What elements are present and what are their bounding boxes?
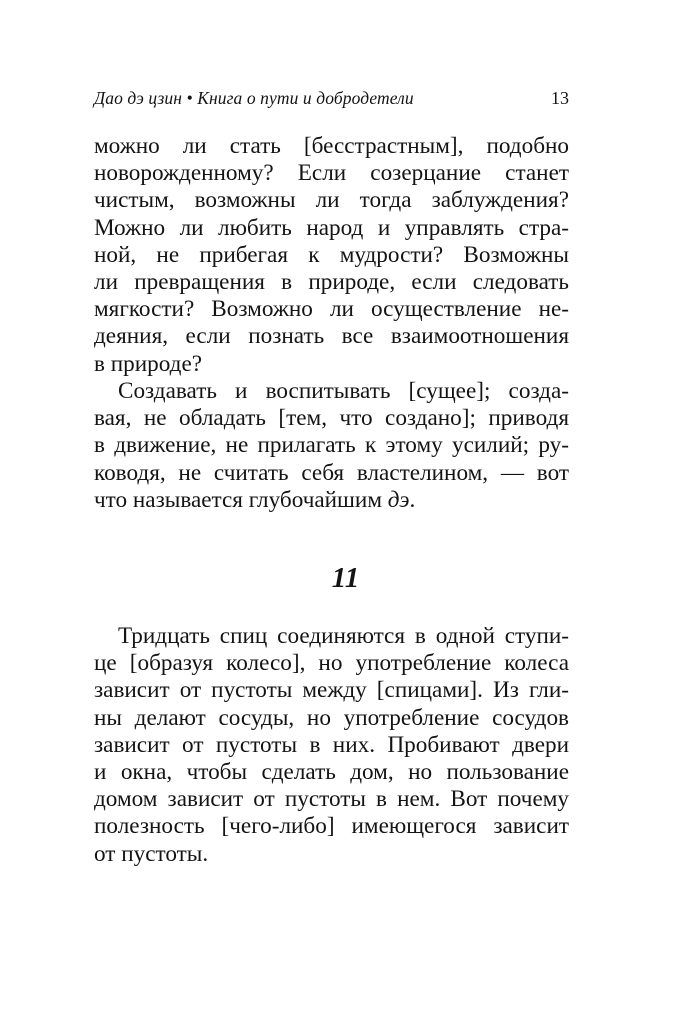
paragraph-continued	[94, 133, 569, 378]
text-line: ководя, не считать себя властелином, — вот	[94, 459, 569, 486]
text-line: ли превращения в природе, если следовать	[94, 268, 569, 295]
text-line: в движение, не прилагать к этому усилий; ру-	[94, 432, 569, 459]
text-line: зависит от пустоты между [спицами]. Из гли-	[94, 677, 569, 704]
text-line: полезность [чего-либо] имеющегося зависит	[94, 813, 569, 840]
text-fragment: что называется глубочайшим	[94, 486, 388, 513]
italic-term: дэ	[387, 486, 410, 513]
text-line: и окна, чтобы сделать дом, но пользование	[94, 758, 569, 785]
text-line: це [образуя колесо], но употребление колеса	[94, 650, 569, 677]
text-line	[94, 487, 569, 514]
page-number: 13	[551, 88, 569, 108]
text-line: мягкости? Возможно ли осуществление не-	[94, 296, 569, 323]
text-line: ной, не прибегая к мудрости? Возможны	[94, 241, 569, 268]
running-title: Дао дэ цзин • Книга о пути и добродетели	[94, 88, 414, 108]
running-head	[94, 88, 569, 114]
text-line: чистым, возможны ли тогда заблуждения?	[94, 187, 569, 214]
paragraph-de	[94, 378, 569, 514]
text-line: деяния, если познать все взаимоотношения	[94, 323, 569, 350]
paragraph-chapter-11	[94, 623, 569, 868]
text-line: новорожденному? Если созерцание станет	[94, 160, 569, 187]
text-fragment: .	[409, 486, 416, 513]
text-line: Создавать и воспитывать [сущее]; созда-	[118, 378, 569, 404]
chapter-heading: 11	[331, 562, 360, 594]
text-line: от пустоты.	[94, 840, 209, 867]
text-line: домом зависит от пустоты в нем. Вот почему	[94, 786, 569, 813]
text-line: вая, не обладать [тем, что создано]; приводя	[94, 405, 569, 432]
text-line: Тридцать спиц соединяются в одной ступи-	[118, 623, 569, 649]
text-line: зависит от пустоты в них. Пробивают двери	[94, 731, 569, 758]
text-line: ны делают сосуды, но употребление сосудов	[94, 704, 569, 731]
text-line: в природе?	[94, 350, 203, 377]
text-line: Можно ли любить народ и управлять стра-	[94, 214, 569, 241]
text-line: можно ли стать [бесстрастным], подобно	[94, 133, 569, 159]
